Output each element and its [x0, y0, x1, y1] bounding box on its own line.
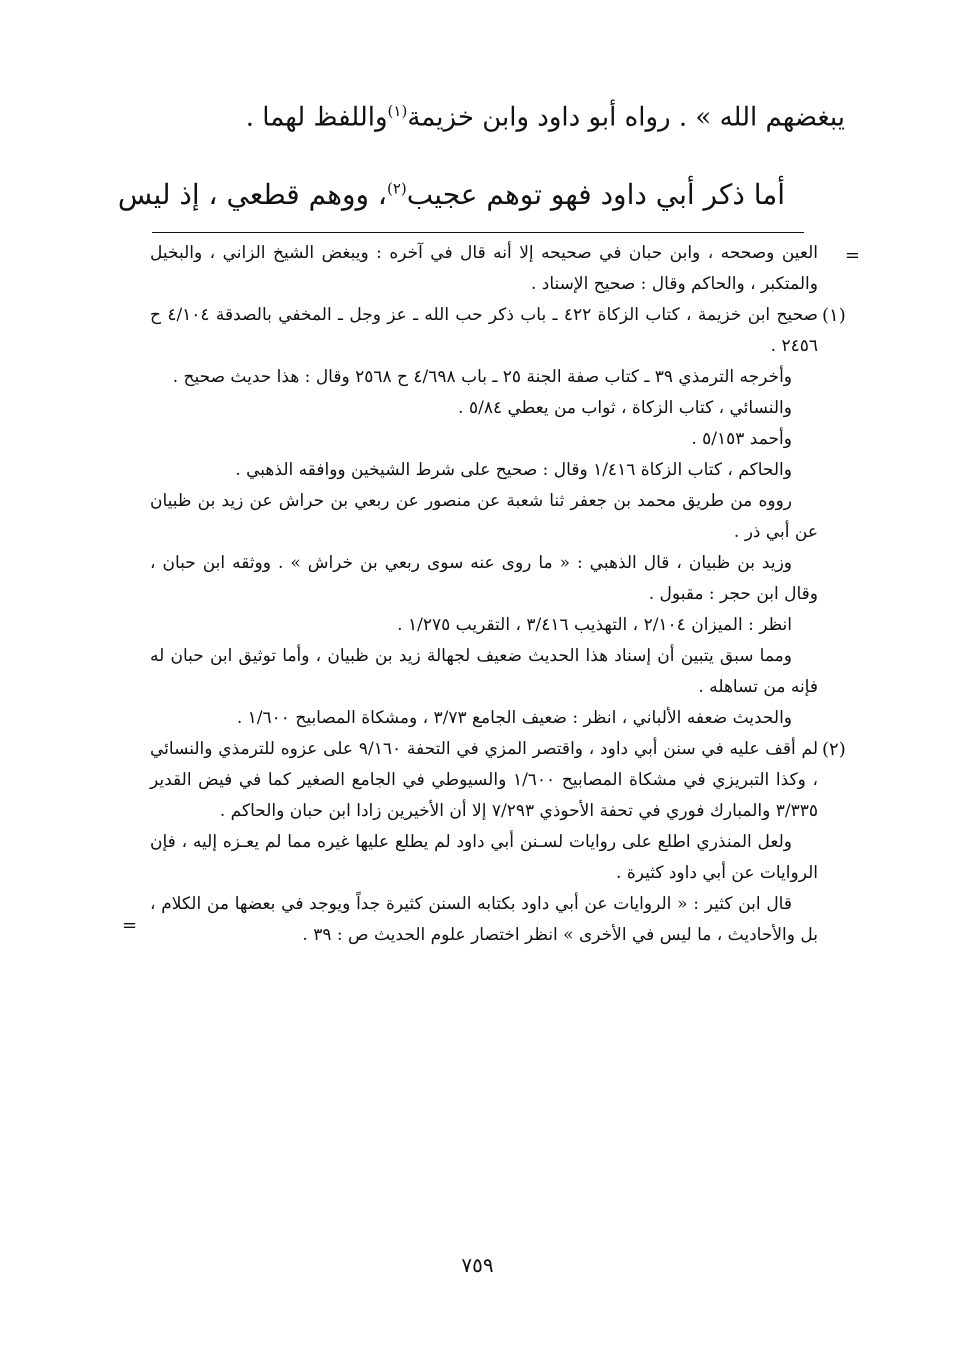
footnote-1-paragraph: وزيد بن ظبيان ، قال الذهبي : « ما روى عنه سوى ربعي بن خراش » . ووثقه ابن حبان ، وقال ابن حجر : مقبول . — [150, 553, 818, 604]
main-text-line-1 — [246, 102, 845, 133]
footnote-1-number: (١) — [822, 305, 846, 326]
continues-next-page-mark: = — [122, 915, 138, 936]
continuation-text: العين وصححه ، وابن حبان في صحيحه إلا أنه قال في آخره : ويبغض الشيخ الزاني ، والبخيل والمتكبر ، والحاكم وقال : صحيح الإسناد . — [150, 243, 818, 294]
footnote-1-paragraph: وأحمد ٥/١٥٣ . — [691, 429, 792, 449]
footnote-2-paragraph: لم أقف عليه في سنن أبي داود ، واقتصر المزي في التحفة ٩/١٦٠ على عزوه للترمذي والنسائي ، وكذا التبريزي في مشكاة المصابيح ١/٦٠٠ والسيوطي في الجامع الصغير كما في فيض القدير ٣/٣٣٥ والمبارك فوري في تحفة الأحوذي ٧/٢٩٣ إلا أن الأخيرين زادا ابن حبان والحاكم . — [150, 739, 819, 821]
main-text-line-2-end: ، ووهم قطعي ، إذ ليس — [117, 178, 387, 211]
page-number: ٧٥٩ — [461, 1253, 494, 1277]
main-text-line-2-start: أما ذكر أبي داود فهو توهم عجيب — [406, 178, 785, 211]
footnote-1-paragraph: رووه من طريق محمد بن جعفر ثنا شعبة عن منصور عن ربعي بن حراش عن زيد بن ظبيان عن أبي ذر . — [150, 491, 818, 542]
main-text-line-1-end: واللفظ لهما . — [245, 102, 388, 133]
footnote-separator — [152, 232, 804, 233]
footnote-2-paragraph: قال ابن كثير : « الروايات عن أبي داود بكتابه السنن كثيرة جداً ويوجد في بعضها من الكلام ، بل والأحاديث ، ما ليس في الأخرى » انظر اختصار علوم الحديث ص : ٣٩ . — [150, 894, 818, 945]
footnote-1-paragraph: والنسائي ، كتاب الزكاة ، ثواب من يعطي ٥/٨٤ . — [458, 398, 792, 418]
main-text-line-1-start: يبغضهم الله » . رواه أبو داود وابن خزيمة — [407, 102, 845, 133]
footnote-1-paragraph: وأخرجه الترمذي ٣٩ ـ كتاب صفة الجنة ٢٥ ـ باب ٤/٦٩٨ ح ٢٥٦٨ وقال : هذا حديث صحيح . — [172, 367, 792, 387]
footnote-1-paragraph: صحيح ابن خزيمة ، كتاب الزكاة ٤٢٢ ـ باب ذكر حب الله ـ عز وجل ـ المخفي بالصدقة ٤/١٠٤ ح ٢٤٥٦ . — [150, 305, 818, 356]
footnote-1 — [150, 300, 846, 734]
footnote-continuation — [150, 238, 860, 300]
footnote-1-paragraph: انظر : الميزان ٢/١٠٤ ، التهذيب ٣/٤١٦ ، التقريب ١/٢٧٥ . — [397, 615, 792, 635]
footnote-ref-2[interactable]: (٢) — [386, 179, 407, 198]
footnote-2 — [122, 734, 846, 951]
footnote-1-paragraph: والحاكم ، كتاب الزكاة ١/٤١٦ وقال : صحيح على شرط الشيخين ووافقه الذهبي . — [235, 460, 792, 480]
footnotes — [122, 238, 860, 951]
footnote-2-paragraph: ولعل المنذري اطلع على روايات لسـنن أبي داود لم يطلع عليها غيره مما لم يعـزه إليه ، فإن الروايات عن أبي داود كثيرة . — [150, 832, 818, 883]
footnote-1-paragraph: ومما سبق يتبين أن إسناد هذا الحديث ضعيف لجهالة زيد بن ظبيان ، وأما توثيق ابن حبان له فإنه من تساهله . — [150, 646, 818, 697]
footnote-ref-1[interactable]: (١) — [387, 102, 408, 120]
footnote-2-number: (٢) — [822, 739, 846, 760]
footnote-1-paragraph: والحديث ضعفه الألباني ، انظر : ضعيف الجامع ٣/٧٣ ، ومشكاة المصابيح ١/٦٠٠ . — [236, 708, 792, 728]
main-text-line-2 — [118, 178, 785, 211]
continuation-mark: = — [844, 245, 860, 266]
